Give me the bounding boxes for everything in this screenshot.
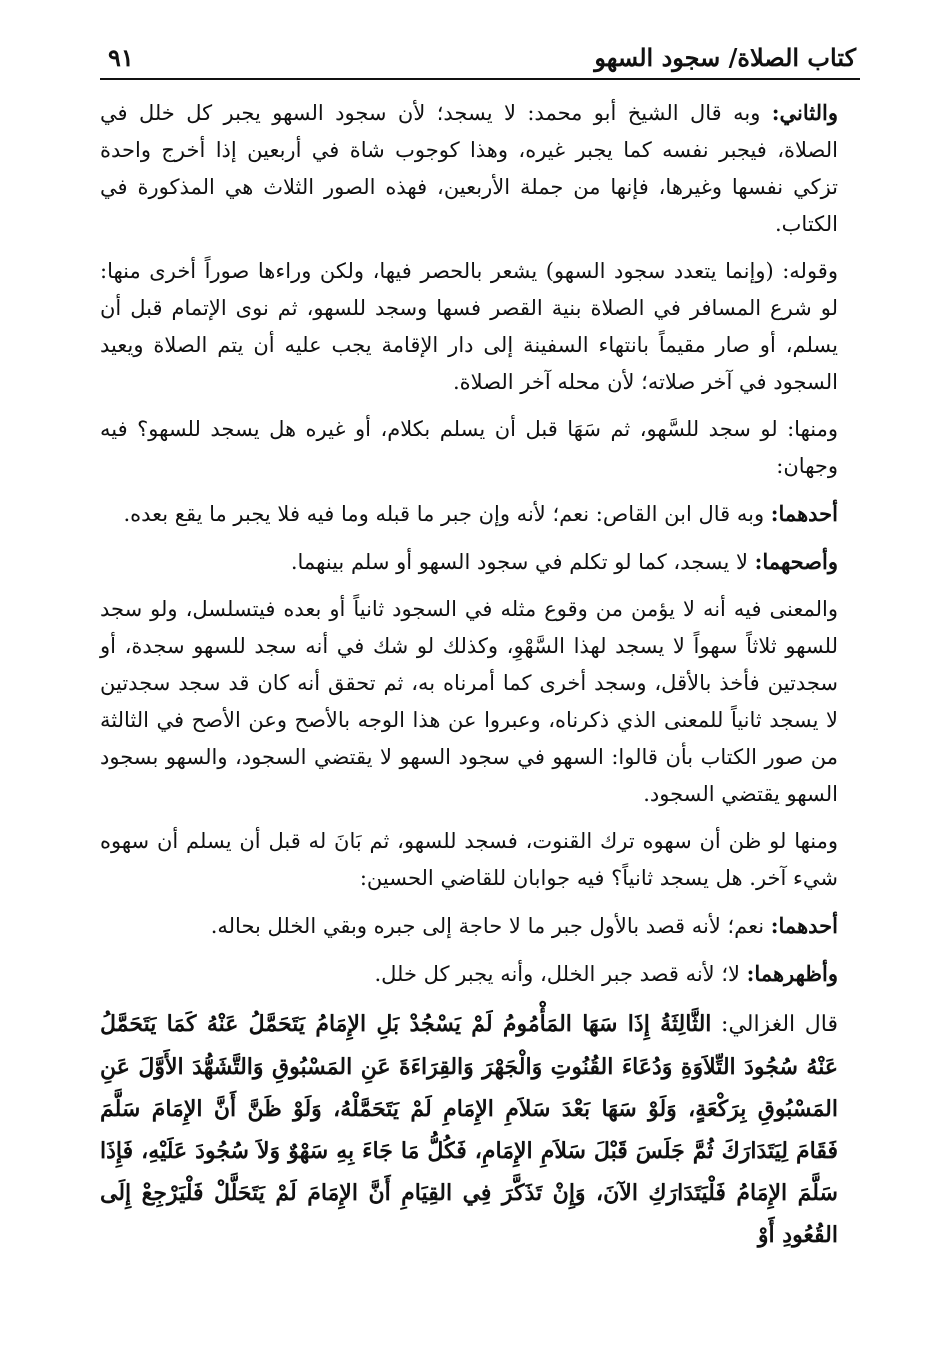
quote-text: الثَّالِثَةُ إِذَا سَهَا المَأْمُومُ لَمْ يَسْجُدْ بَلِ الإِمَامُ يَتَحَمَّلُ عَنْهُ كَمَا يَتَحَمَّلُ عَنْهُ سُجُودَ التِّلاَوَةِ وَدُعَاءَ القُنُوتِ وَالْجَهْرَ وَالقِرَاءَةَ عَنِ المَسْبُوقِ وَالتَّشَهُّدَ الأَوَّلَ عَنِ المَسْبُوقِ بِرَكْعَةٍ، وَلَوْ سَهَا بَعْدَ سَلاَمِ الإِمَامِ لَمْ يَتَحَمَّلْهُ، وَلَوْ ظَنَّ أَنَّ الإِمَامَ سَلَّمَ فَقَامَ لِيَتَدَارَكَ ثُمَّ جَلَسَ قَبْلَ سَلاَمِ الإِمَامِ، فَكُلُّ مَا جَاءَ بِهِ سَهْوٌ وَلاَ سُجُودَ عَلَيْهِ، فَإِذَا سَلَّمَ الإِمَامُ فَلْيَتَدَارَكِ الآنَ، وَإِنْ تَذَكَّرَ فِي القِيَامِ أَنَّ الإِمَامَ لَمْ يَتَحَلَّلْ فَلْيَرْجِعْ إِلَى القُعُودِ أَوْ (100, 1011, 838, 1248)
quoted-text-block (100, 1003, 860, 1256)
paragraph (100, 495, 860, 533)
page-body (100, 94, 860, 1256)
paragraph-term: وأظهرهما: (746, 961, 838, 986)
paragraph-text: ومنها لو ظن أن سهوه ترك القنوت، فسجد للسهو، ثم بَانَ له قبل أن يسلم أن سهوه شيء آخر. هل يسجد ثانياً؟ فيه جوابان للقاضي الحسين: (100, 829, 838, 890)
book-page (100, 30, 860, 1266)
paragraph (100, 94, 860, 243)
paragraph-text: لا يسجد، كما لو تكلم في سجود السهو أو سلم بينهما. (290, 550, 755, 574)
paragraph-term: والثاني: (771, 100, 838, 125)
paragraph (100, 907, 860, 945)
paragraph-text: وقوله: (وإنما يتعدد سجود السهو) يشعر بالحصر فيها، ولكن وراءها صوراً أخرى منها: لو شرع المسافر في الصلاة بنية القصر فسها وسجد للسهو، ثم نوى الإتمام قبل أن يسلم، أو صار مقيماً بانتهاء السفينة إلى دار الإقامة يجب عليه أن يتم الصلاة ويعيد السجود في آخر صلاته؛ لأن محله آخر الصلاة. (100, 259, 838, 394)
paragraph-term: أحدهما: (770, 913, 838, 938)
page-header (100, 30, 860, 80)
paragraph-term: وأصحهما: (754, 549, 838, 574)
running-title: كتاب الصلاة/ سجود السهو (594, 43, 856, 72)
quote-lead: قال الغزالي: (711, 1012, 839, 1037)
page-number: ٩١ (108, 43, 134, 72)
paragraph (100, 591, 860, 813)
paragraph-text: وبه قال ابن القاص: نعم؛ لأنه وإن جبر ما قبله وما فيه فلا يجبر ما يقع بعده. (123, 502, 771, 526)
paragraph (100, 411, 860, 485)
paragraph-text: لا؛ لأنه قصد جبر الخلل، وأنه يجبر كل خلل. (374, 962, 747, 986)
paragraph (100, 543, 860, 581)
paragraph (100, 955, 860, 993)
paragraph-text: ومنها: لو سجد للسَّهو، ثم سَهَا قبل أن يسلم بكلام، أو غيره هل يسجد للسهو؟ فيه وجهان: (100, 417, 838, 478)
paragraph-term: أحدهما: (770, 501, 838, 526)
paragraph-text: نعم؛ لأنه قصد بالأول جبر ما لا حاجة إلى جبره وبقي الخلل بحاله. (210, 914, 771, 938)
paragraph-text: والمعنى فيه أنه لا يؤمن من وقوع مثله في السجود ثانياً أو بعده فيتسلسل، ولو سجد للسهو ثلاثاً سهواً لا يسجد لهذا السَّهْوِ، وكذلك لو شك في أنه سجد للسهو سجدة، أو سجدتين فأخذ بالأقل، وسجد أخرى كما أمرناه به، ثم تحقق أنه كان قد سجد سجدتين لا يسجد ثانياً للمعنى الذي ذكرناه، وعبروا عن هذا الوجه بالأصح وعن الأصح في الثالثة من صور الكتاب بأن قالوا: السهو في سجود السهو لا يقتضي السجود، والسهو بسجود السهو يقتضي السجود. (100, 597, 838, 806)
paragraph (100, 253, 860, 401)
paragraph-text: وبه قال الشيخ أبو محمد: لا يسجد؛ لأن سجود السهو يجبر كل خلل في الصلاة، فيجبر نفسه كما يجبر غيره، وهذا كوجوب شاة في أربعين إذا أخرج واحدة تزكي نفسها وغيرها، فإنها من جملة الأربعين، فهذه الصور الثلاث هي المذكورة في الكتاب. (100, 101, 838, 236)
paragraph (100, 823, 860, 897)
